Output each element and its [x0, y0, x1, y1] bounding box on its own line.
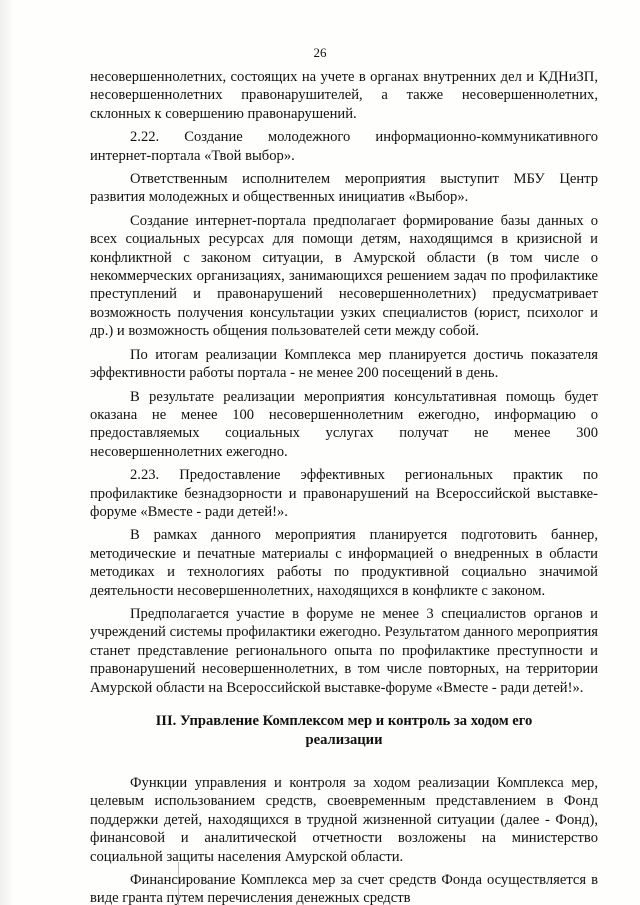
paragraph-7: В рамках данного мероприятия планируется подготовить баннер, методические и печатные материалы с информацией о внедренных в области методиках и технологиях работы по продуктивной социально значимой деятельности несовершеннолетних, находящихся в конфликте с законом.	[90, 527, 598, 599]
document-body	[90, 68, 598, 905]
paragraph-0: несовершеннолетних, состоящих на учете в органах внутренних дел и КДНиЗП, несовершеннолетних правонарушителей, а также несовершеннолетних, склонных к совершению правонарушений.	[90, 69, 598, 122]
paragraph-after-1: Финансирование Комплекса мер за счет средств Фонда осуществляется в виде гранта путем перечисления денежных средств	[90, 872, 598, 905]
paragraph-8: Предполагается участие в форуме не менее 3 специалистов органов и учреждений системы профилактики ежегодно. Результатом данного мероприятия станет представление регионального опыта по профилактике преступности и правонарушений несовершеннолетних, в том числе повторных, на территории Амурской области на Всероссийской выставке-форуме «Вместе - ради детей!».	[90, 605, 598, 696]
paragraph-1: 2.22. Создание молодежного информационно-коммуникативного интернет-портала «Твой выбор».	[90, 129, 598, 164]
paragraph-after-0: Функции управления и контроля за ходом реализации Комплекса мер, целевым использованием средств, своевременным представлением в Фонд поддержки детей, находящихся в трудной жизненной ситуации (далее - Фонд), финансовой и аналитической отчетности возложены на министерство социальной защиты населения Амурской области.	[90, 775, 598, 865]
scan-edge-shadow	[0, 0, 14, 905]
page-number: 26	[313, 45, 327, 60]
paragraph-3: Создание интернет-портала предполагает формирование базы данных о всех социальных ресурсах для помощи детям, находящимся в кризисной и конфликтной с законом ситуации, в Амурской области (в том числе о некоммерческих организациях, занимающихся решением задач по профилактике преступлений и правонарушений несовершеннолетних) предусматривает возможность получения консультации узких специалистов (юрист, психолог и др.) и возможность общения пользователей сети между собой.	[90, 212, 598, 340]
paragraph-4: По итогам реализации Комплекса мер планируется достичь показателя эффективности работы портала - не менее 200 посещений в день.	[90, 346, 598, 382]
paragraph-2: Ответственным исполнителем мероприятия выступит МБУ Центр развития молодежных и общественных инициатив «Выбор».	[90, 171, 598, 206]
paragraph-5: В результате реализации мероприятия консультативная помощь будет оказана не менее 100 несовершеннолетним ежегодно, информацию о предоставляемых социальных услугах получат не менее 300 несовершеннолетних ежегодно.	[90, 388, 598, 460]
section-heading: III. Управление Комплексом мер и контроль за ходом его реализации	[155, 713, 533, 748]
paragraph-6: 2.23. Предоставление эффективных региональных практик по профилактике безнадзорности и правонарушений на Всероссийской выставке-форуме «Вместе - ради детей!».	[90, 467, 598, 520]
